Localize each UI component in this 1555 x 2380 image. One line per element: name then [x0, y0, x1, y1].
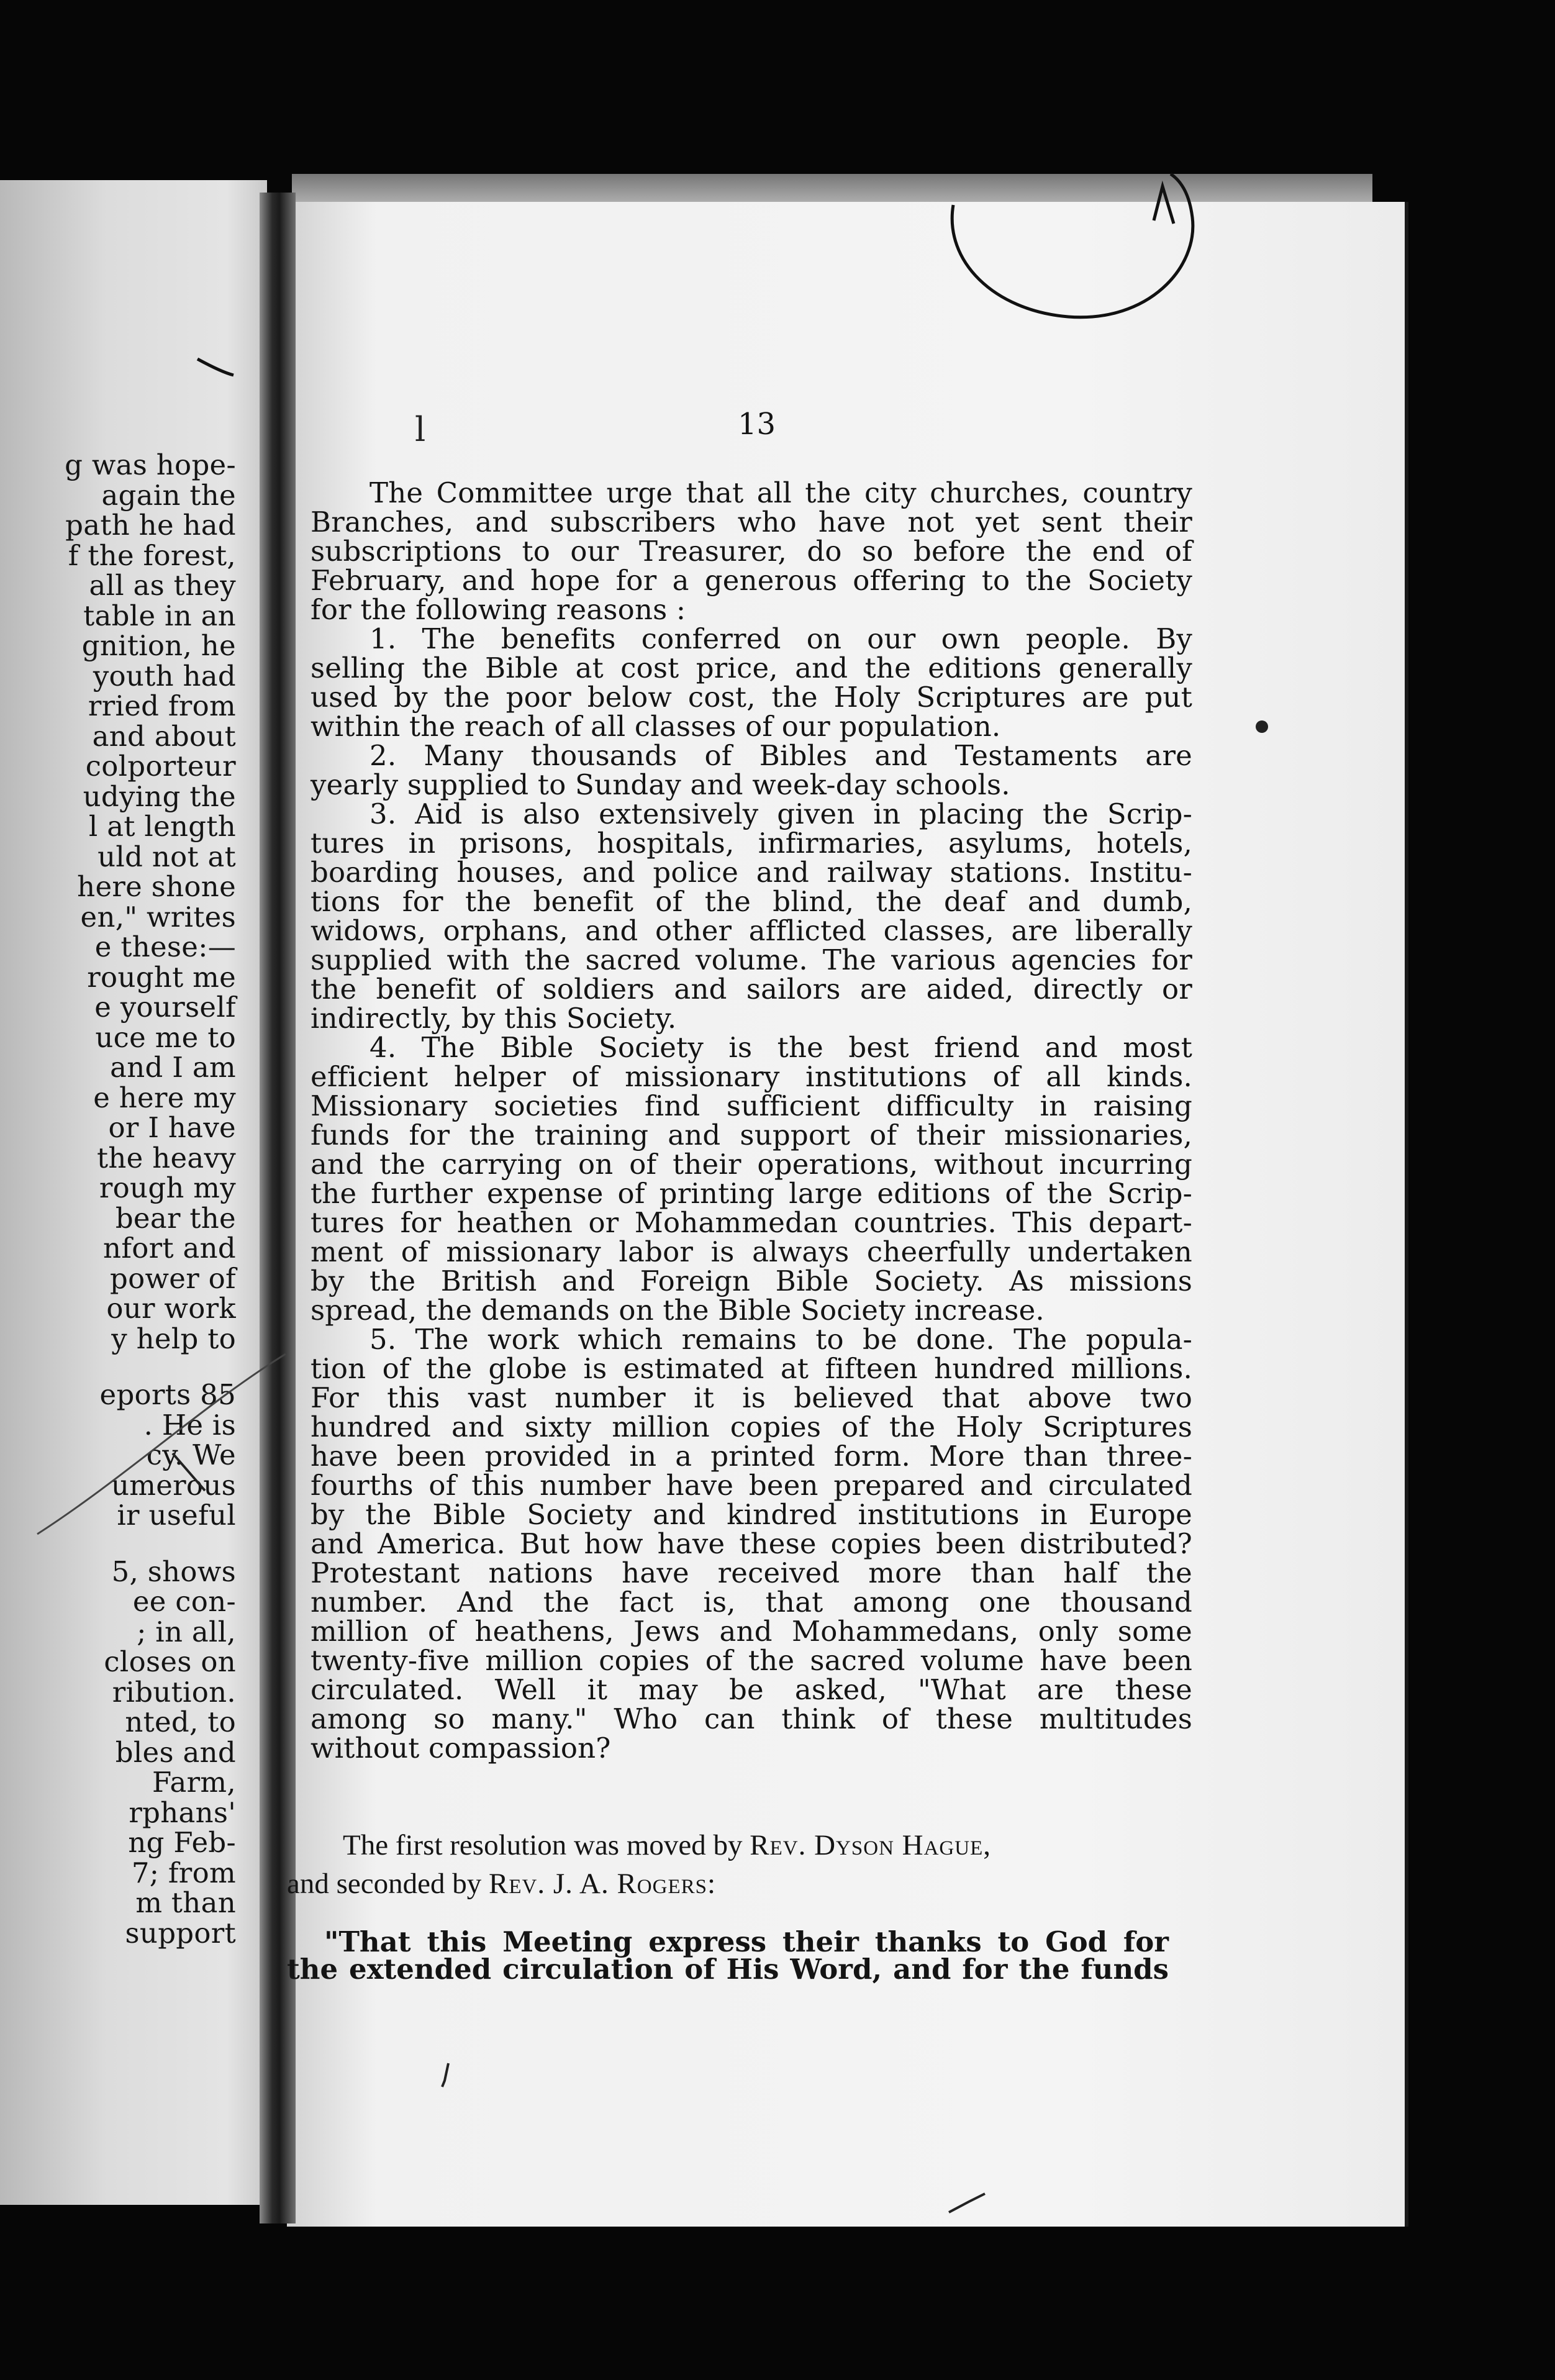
paragraph — [311, 624, 1192, 741]
text-line: circulated. Well it may be asked, "What are these — [311, 1673, 1192, 1706]
resolution-statement — [287, 1826, 1169, 1903]
left-top-line: and I am — [110, 1051, 236, 1084]
text-line: fourths of this number have been prepared and circulated — [311, 1469, 1192, 1502]
left-page-block-top — [0, 450, 236, 1354]
left-top-line: or I have — [108, 1111, 236, 1144]
left-top-line: power of — [109, 1261, 236, 1295]
text-line: number. And the fact is, that among one thousand — [311, 1586, 1192, 1619]
quote-line-2: the extended circulation of His Word, and for the funds — [287, 1953, 1169, 1986]
text-line: by the Bible Society and kindred institutions in Europe — [311, 1498, 1192, 1531]
left-top-line: bear the — [115, 1201, 236, 1235]
text-line: hundred and sixty million copies of the Holy Scriptures — [311, 1410, 1192, 1443]
text-line: 3. Aid is also extensively given in placing the Scrip- — [369, 797, 1192, 830]
left-top-line: path he had — [65, 509, 236, 542]
text-line: for the following reasons : — [311, 593, 686, 626]
left-page-block-bottom — [0, 1557, 236, 1949]
text-line: funds for the training and support of their missionaries, — [311, 1119, 1192, 1151]
paragraph — [311, 741, 1192, 799]
text-line: 2. Many thousands of Bibles and Testaments are — [369, 739, 1192, 772]
left-top-line: e these:— — [94, 930, 236, 963]
resolution-line-2 — [287, 1864, 1169, 1903]
text-line: Branches, and subscribers who have not yet sent their — [311, 506, 1192, 538]
left-top-line: colporteur — [85, 750, 236, 783]
text-line: have been provided in a printed form. More than three- — [311, 1440, 1192, 1473]
resolution-line-1 — [287, 1826, 1169, 1864]
resolution-seconded-text: and seconded by — [287, 1868, 489, 1900]
left-bottom-line: ee con- — [132, 1585, 236, 1618]
text-line: the benefit of soldiers and sailors are aided, directly or — [311, 973, 1192, 1006]
text-line: by the British and Foreign Bible Society. As missions — [311, 1265, 1192, 1297]
left-top-line: rought me — [87, 960, 236, 994]
left-top-line: e here my — [93, 1081, 236, 1114]
text-line: Protestant nations have received more than half the — [311, 1556, 1192, 1589]
text-line: The Committee urge that all the city churches, country — [369, 476, 1192, 509]
left-top-line: uce me to — [95, 1020, 236, 1054]
text-line: tions for the benefit of the blind, the deaf and dumb, — [311, 885, 1192, 918]
left-page-text — [0, 450, 236, 1948]
left-top-line: g was hope- — [65, 448, 236, 481]
left-top-line: rried from — [88, 689, 236, 722]
left-top-line: and about — [92, 719, 236, 753]
stray-pen-mark: l — [415, 410, 426, 449]
left-bottom-line: bles and — [115, 1735, 236, 1769]
text-line: widows, orphans, and other afflicted classes, are liberally — [311, 914, 1192, 947]
mover-name: Rev. Dyson Hague, — [750, 1829, 992, 1861]
text-line: million of heathens, Jews and Mohammedans, only some — [311, 1615, 1192, 1648]
text-line: selling the Bible at cost price, and the editions generally — [311, 652, 1192, 684]
left-mid-line: ir useful — [117, 1499, 236, 1532]
left-bottom-line: ; in all, — [137, 1615, 236, 1648]
left-top-line: rough my — [99, 1171, 236, 1204]
text-line: tion of the globe is estimated at fifteen hundred millions. — [311, 1352, 1192, 1385]
text-line: tures in prisons, hospitals, infirmaries, asylums, hotels, — [311, 827, 1192, 860]
text-line: spread, the demands on the Bible Society increase. — [311, 1294, 1045, 1327]
text-line: and the carrying on of their operations, without incurring — [311, 1148, 1192, 1181]
text-line: boarding houses, and police and railway stations. Institu- — [311, 856, 1192, 889]
left-bottom-line: rphans' — [129, 1796, 236, 1829]
left-top-line: uld not at — [97, 840, 236, 873]
text-line: supplied with the sacred volume. The various agencies for — [311, 943, 1192, 976]
left-top-line: en," writes — [80, 900, 236, 933]
text-line: the further expense of printing large editions of the Scrip- — [311, 1177, 1192, 1210]
text-line: 4. The Bible Society is the best friend and most — [369, 1031, 1192, 1064]
left-bottom-line: support — [125, 1916, 236, 1950]
text-line: 1. The benefits conferred on our own people. By — [369, 622, 1192, 655]
left-top-line: our work — [106, 1292, 236, 1325]
left-page-block-mid — [0, 1380, 236, 1531]
text-line: and America. But how have these copies been distributed? — [311, 1527, 1192, 1560]
left-top-line: nfort and — [103, 1232, 236, 1265]
left-top-line: f the forest, — [68, 538, 236, 572]
left-bottom-line: nted, to — [125, 1706, 236, 1738]
paragraph — [311, 478, 1192, 624]
text-line: among so many." Who can think of these multitudes — [311, 1702, 1192, 1735]
left-bottom-line: 7; from — [131, 1856, 236, 1889]
text-line: For this vast number it is believed that above two — [311, 1381, 1192, 1414]
left-top-line: youth had — [93, 659, 236, 693]
left-mid-line: . He is — [143, 1408, 236, 1442]
left-top-line: here shone — [77, 870, 236, 903]
text-line: indirectly, by this Society. — [311, 1002, 677, 1035]
text-line: efficient helper of missionary institutions of all kinds. — [311, 1060, 1192, 1093]
text-line: used by the poor below cost, the Holy Scriptures are put — [311, 681, 1192, 714]
text-line: Missionary societies find sufficient difficulty in raising — [311, 1089, 1192, 1122]
left-top-line: all as they — [89, 569, 236, 602]
left-top-line: udying the — [83, 779, 236, 813]
left-top-line: l at length — [88, 810, 236, 843]
paragraph — [311, 1033, 1192, 1325]
resolution-quote — [287, 1925, 1169, 1986]
left-top-line: e yourself — [94, 991, 236, 1024]
quote-line-1: "That this Meeting express their thanks to God for — [324, 1925, 1169, 1958]
main-text-block — [311, 478, 1192, 1763]
page-number: 13 — [738, 407, 776, 442]
text-line: within the reach of all classes of our population. — [311, 710, 1001, 743]
text-line: tures for heathen or Mohammedan countries. This depart- — [311, 1206, 1192, 1239]
left-mid-line: eports 85 — [99, 1378, 236, 1411]
left-top-line: gnition, he — [81, 629, 236, 662]
left-bottom-line: ng Feb- — [128, 1826, 236, 1859]
paragraph — [311, 799, 1192, 1033]
left-mid-line: cy. We — [146, 1438, 236, 1471]
resolution-moved-text: The first resolution was moved by — [343, 1829, 750, 1861]
text-line: without compassion? — [311, 1732, 611, 1765]
left-top-line: y help to — [111, 1322, 236, 1355]
left-bottom-line: m than — [135, 1886, 236, 1919]
left-top-line: again the — [101, 478, 236, 512]
text-line: yearly supplied to Sunday and week-day schools. — [311, 768, 1010, 801]
text-line: February, and hope for a generous offering to the Society — [311, 564, 1192, 597]
left-bottom-line: 5, shows — [111, 1555, 236, 1588]
left-page — [0, 180, 267, 2205]
left-mid-line: umerous — [111, 1468, 236, 1502]
book-gutter — [260, 193, 296, 2223]
text-line: ment of missionary labor is always cheerfully undertaken — [311, 1235, 1192, 1268]
left-top-line: table in an — [83, 599, 236, 632]
left-bottom-line: Farm, — [152, 1766, 236, 1799]
left-top-line: the heavy — [97, 1141, 236, 1174]
text-line: subscriptions to our Treasurer, do so before the end of — [311, 535, 1192, 568]
text-line: twenty-five million copies of the sacred volume have been — [311, 1644, 1192, 1677]
paragraph — [311, 1325, 1192, 1763]
text-line: 5. The work which remains to be done. The popula- — [369, 1323, 1192, 1356]
seconder-name: Rev. J. A. Rogers: — [488, 1868, 717, 1900]
left-bottom-line: ribution. — [112, 1675, 236, 1709]
left-bottom-line: closes on — [104, 1645, 236, 1678]
